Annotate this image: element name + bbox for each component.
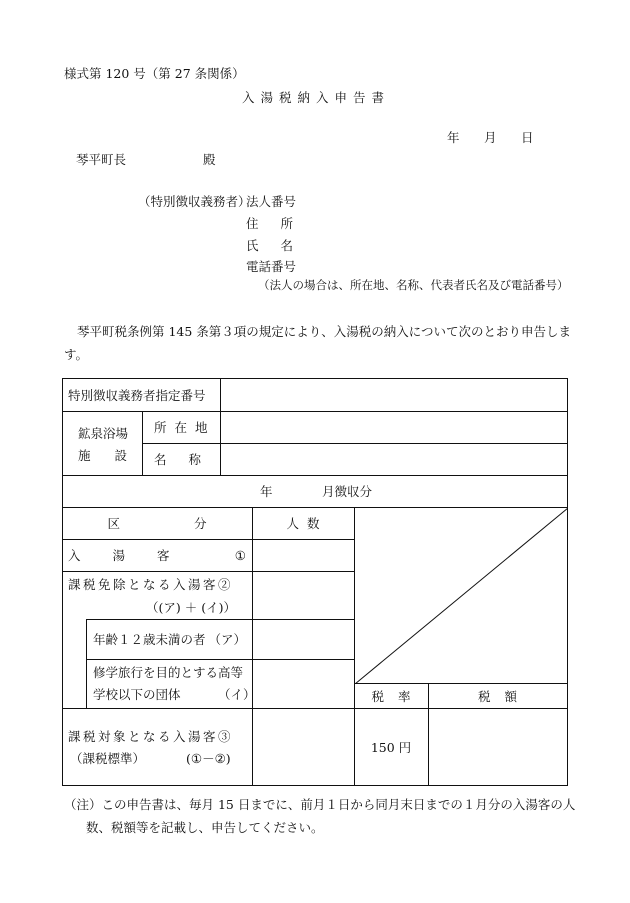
taxable-count[interactable] (253, 709, 354, 785)
corporate-note: （法人の場合は、所在地、名称、代表者氏名及び電話番号） (258, 278, 569, 292)
footnote-line2: 数、税額等を記載し、申告してください。 (86, 820, 324, 835)
under12-count[interactable] (253, 620, 354, 659)
honorific: 殿 (203, 152, 216, 167)
footnote-line1: （注）この申告書は、毎月 15 日までに、前月１日から同月末日までの１月分の入湯客の人 (64, 797, 576, 812)
period-year: 年 (260, 484, 273, 499)
form-number: 様式第 120 号（第 27 条関係） (64, 66, 245, 81)
school-count[interactable] (253, 660, 354, 708)
applicant-role: （特別徴収義務者） (138, 194, 251, 209)
tax-amount-header-text: 税額 (477, 688, 531, 704)
footnote (64, 793, 584, 839)
school-label-line1: 修学旅行を目的とする高等 (93, 665, 244, 680)
location-value[interactable] (221, 412, 567, 443)
bathers-label: 入湯客 (68, 548, 202, 563)
tax-rate-header-text: 税率 (371, 688, 425, 704)
tax-amount-value[interactable] (429, 709, 567, 785)
location-label: 所在地 (154, 420, 216, 435)
corporate-number-label: 法人番号 (246, 194, 297, 209)
designation-label: 特別徴収義務者指定番号 (68, 387, 206, 403)
addressee: 琴平町長 (76, 152, 127, 167)
category-header (62, 507, 281, 539)
facility-label-line2: 施設 (78, 448, 152, 463)
category-header-text: 区分 (107, 516, 281, 531)
count-header-text: 人数 (286, 516, 328, 531)
facility-name-value[interactable] (221, 444, 567, 475)
under12-label: 年齢１２歳未満の者 (93, 632, 206, 647)
address-label: 住所 (246, 216, 316, 231)
designation-value[interactable] (221, 379, 567, 411)
exempt-sub: （(ア) ＋ (イ)） (146, 600, 236, 615)
taxable-label: 課税対象となる入湯客③ (68, 729, 234, 744)
period-month: 月徴収分 (322, 484, 373, 499)
facility-label-line1: 鉱泉浴場 (78, 426, 129, 441)
school-mark: （イ） (218, 687, 256, 702)
row-bathers (68, 539, 246, 571)
school-label-line2: 学校以下の団体 (93, 687, 181, 702)
document-title: 入湯税納入申告書 (242, 90, 391, 105)
under12-mark: （ア） (208, 632, 246, 647)
exempt-count[interactable] (253, 572, 354, 619)
facility-name-label: 名称 (154, 452, 224, 467)
date-month: 月 (484, 130, 497, 145)
name-label: 氏名 (246, 238, 316, 253)
tax-rate-header (354, 683, 428, 708)
exempt-label: 課税免除となる入湯客② (68, 577, 234, 592)
tax-amount-header (428, 683, 567, 708)
phone-label: 電話番号 (246, 259, 297, 274)
bathers-count[interactable] (253, 540, 354, 571)
tax-rate-value: 150 円 (370, 739, 412, 755)
diagonal-strike (355, 508, 568, 684)
taxable-sub: （課税標準） (70, 751, 146, 766)
bathers-mark: ① (234, 547, 246, 563)
count-header (252, 507, 354, 539)
row-under12 (93, 619, 246, 659)
date-year: 年 (447, 130, 460, 145)
declaration-text: 琴平町税条例第 145 条第３項の規定により、入湯税の納入について次のとおり申告します。 (64, 324, 572, 362)
date-day: 日 (521, 130, 534, 145)
taxable-formula: (①－②) (186, 751, 231, 766)
